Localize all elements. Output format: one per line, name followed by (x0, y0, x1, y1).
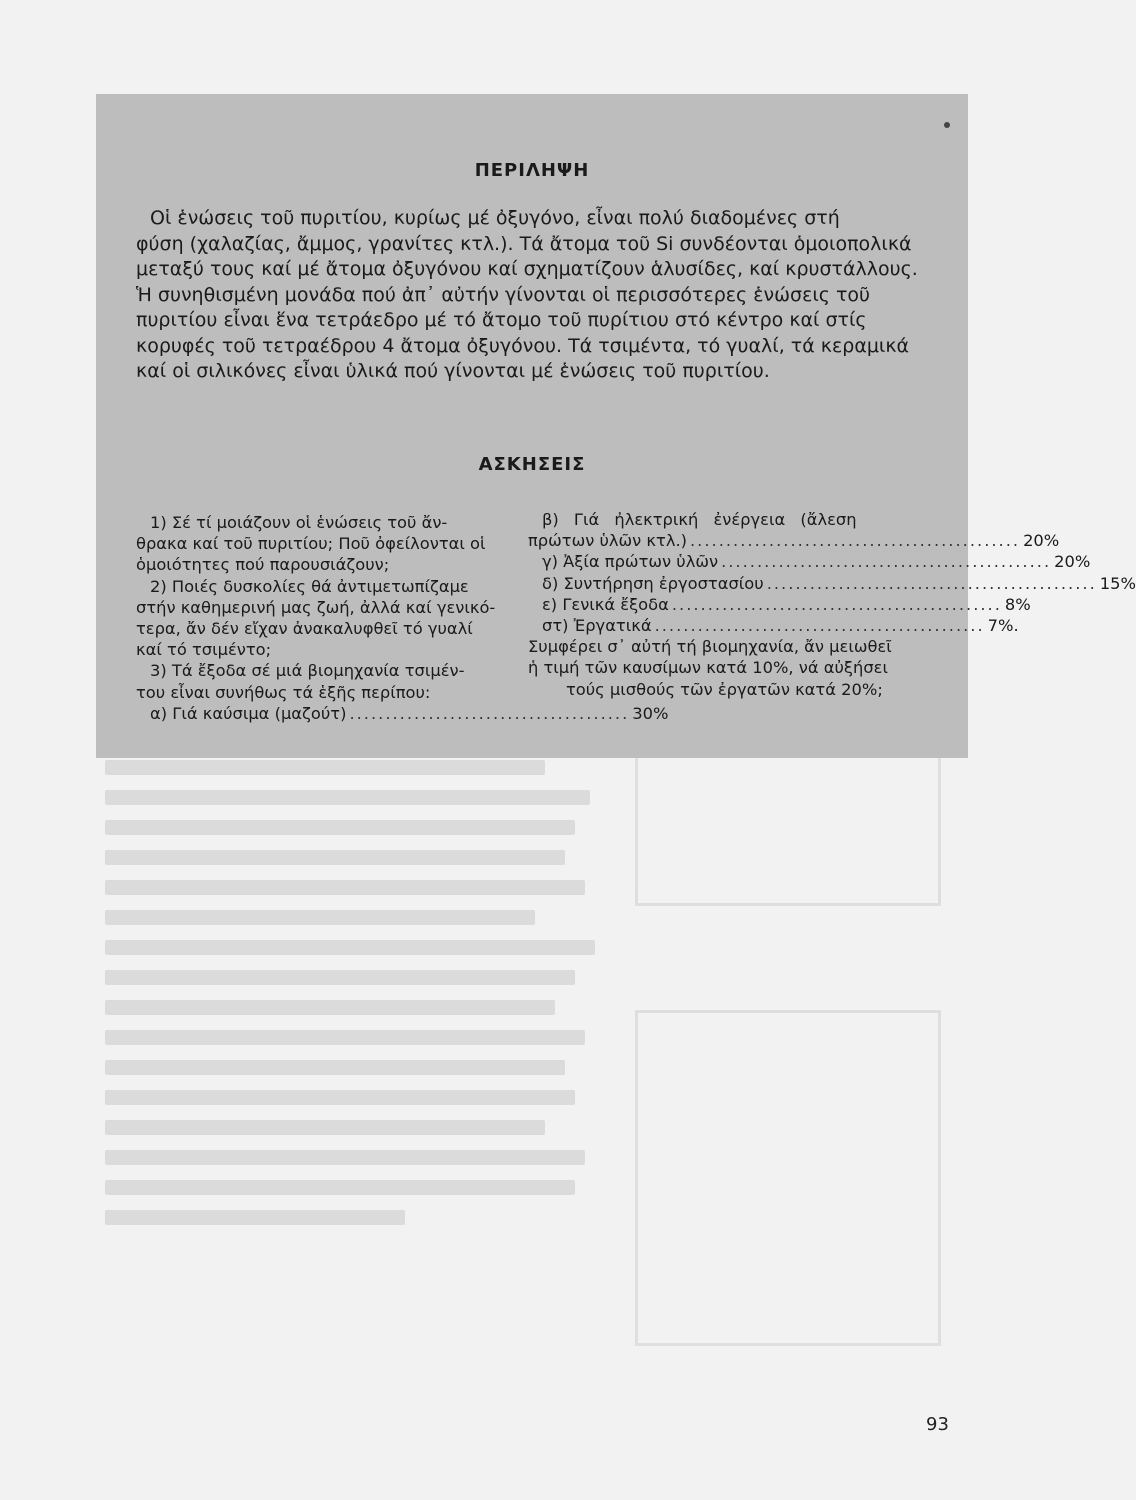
leader-dots: .............................................. (721, 552, 1052, 572)
cost-label: α) Γιά καύσιμα (μαζούτ) (150, 703, 347, 723)
exercise-line: τερα, ἄν δέν εἴχαν ἀνακαλυφθεῖ τό γυαλί (136, 619, 473, 639)
cost-label: ε) Γενικά ἔξοδα (542, 594, 669, 614)
cost-label: πρώτων ὑλῶν κτλ.) (528, 531, 687, 551)
exercises-right-column (528, 509, 1136, 700)
cost-label: γ) Ἀξία πρώτων ὑλῶν (542, 552, 719, 572)
summary-line: φύση (χαλαζίας, ἄμμος, γρανίτες κτλ.). Τά ἄτομα τοῦ Si συνδέονται ὁμοιοπολικά (136, 232, 912, 255)
exercise-line: 2) Ποιές δυσκολίες θά ἀντιμετωπίζαμε (150, 576, 469, 596)
question-line: Συμφέρει σ᾽ αὐτή τή βιομηχανία, ἄν μειωθεῖ (528, 637, 892, 657)
cost-value: 8% (1004, 594, 1031, 614)
exercise-line: ὁμοιότητες πού παρουσιάζουν; (136, 555, 390, 575)
summary-line: πυριτίου εἶναι ἕνα τετράεδρο μέ τό ἄτομο τοῦ πυρίτιου στό κέντρο καί στίς (136, 309, 867, 331)
cost-item-maintenance (528, 573, 1136, 594)
question-line: τούς μισθούς τῶν ἐργατῶν κατά 20%; (566, 679, 883, 699)
cost-item-labor (528, 615, 1019, 636)
leader-dots: ....................................... (349, 703, 630, 723)
cost-item-raw-materials (528, 551, 1091, 572)
cost-label: στ) Ἐργατικά (542, 616, 652, 636)
cost-item-electricity-intro (528, 509, 923, 530)
cost-value: 7%. (987, 616, 1019, 636)
summary-line: Ἡ συνηθισμένη μονάδα πού ἀπ᾽ αὐτήν γίνονται οἱ περισσότερες ἑνώσεις τοῦ (136, 283, 871, 306)
cost-value: 30% (632, 703, 669, 723)
cost-item-fuel (136, 703, 669, 724)
exercise-line: 1) Σέ τί μοιάζουν οἱ ἑνώσεις τοῦ ἄν- (150, 513, 448, 532)
cost-label: β) Γιά ἠλεκτρική ἐνέργεια (ἄλεση (542, 510, 857, 529)
summary-line: καί οἱ σιλικόνες εἶναι ὑλικά πού γίνονται μέ ἑνώσεις τοῦ πυριτίου. (136, 360, 770, 382)
cost-item-general (528, 594, 1031, 615)
question-line: ἡ τιμή τῶν καυσίμων κατά 10%, νά αὐξήσει (528, 658, 888, 678)
exercise-line: στήν καθημερινή μας ζωή, ἀλλά καί γενικό- (136, 597, 496, 617)
exercise-line: καί τό τσιμέντο; (136, 640, 272, 660)
summary-line: Οἱ ἑνώσεις τοῦ πυριτίου, κυρίως μέ ὀξυγόνο, εἶναι πολύ διαδομένες στή (150, 207, 840, 229)
exercises-heading: ΑΣΚΗΣΕΙΣ (478, 454, 586, 475)
cost-item-electricity (528, 530, 1060, 551)
cost-value: 15% (1099, 573, 1136, 593)
leader-dots: .............................................. (654, 616, 985, 636)
page-number: 93 (926, 1414, 949, 1435)
cost-value: 20% (1023, 531, 1060, 551)
exercise-line: 3) Τά ἔξοδα σέ μιά βιομηχανία τσιμέν- (150, 661, 465, 681)
cost-label: δ) Συντήρηση ἐργοστασίου (542, 573, 764, 593)
ink-dot (944, 122, 950, 128)
cost-value: 20% (1054, 552, 1091, 572)
leader-dots: .............................................. (690, 531, 1021, 551)
leader-dots: .............................................. (766, 573, 1097, 593)
leader-dots: .............................................. (671, 594, 1002, 614)
exercise-line: θρακα καί τοῦ πυριτίου; Ποῦ ὀφείλονται οἱ (136, 534, 486, 554)
exercise-line: του εἶναι συνήθως τά ἑξῆς περίπου: (136, 682, 431, 702)
summary-line: μεταξύ τους καί μέ ἄτομα ὀξυγόνου καί σχηματίζουν ἁλυσίδες, καί κρυστάλλους. (136, 258, 918, 280)
summary-line: κορυφές τοῦ τετραέδρου 4 ἄτομα ὀξυγόνου. Τά τσιμέντα, τό γυαλί, τά κεραμικά (136, 334, 910, 357)
summary-heading: ΠΕΡΙΛΗΨΗ (474, 160, 590, 181)
summary-paragraph (136, 206, 928, 385)
